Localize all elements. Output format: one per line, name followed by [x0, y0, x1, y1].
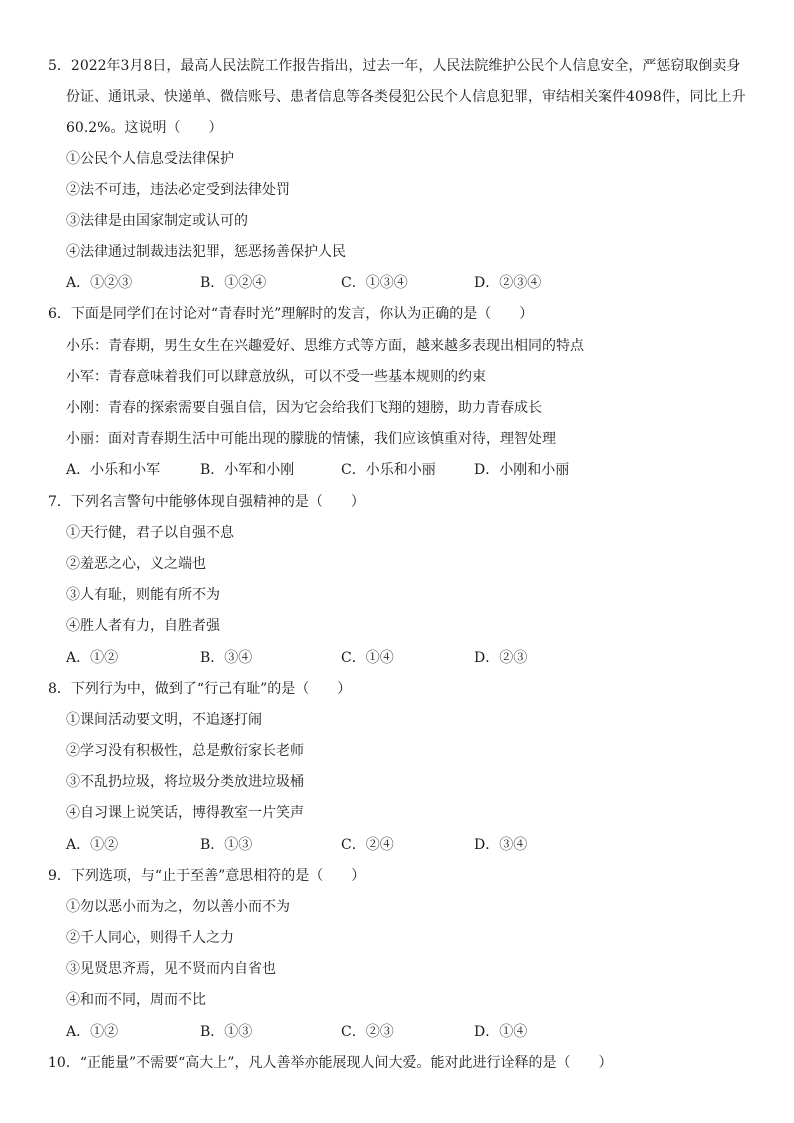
question-stem: 8．下列行为中，做到了“行己有耻”的是（ ）	[48, 681, 352, 697]
question-item: ①课间活动要文明，不追逐打闹	[66, 712, 262, 728]
option-c: C．②④	[341, 837, 394, 853]
option-b: B．小军和小刚	[200, 462, 295, 478]
question-item: ④和而不同，周而不比	[66, 992, 206, 1008]
question-item: 小丽：面对青春期生活中可能出现的朦胧的情愫，我们应该慎重对待，理智处理	[66, 431, 556, 447]
question-item: 小军：青春意味着我们可以肆意放纵，可以不受一些基本规则的约束	[66, 369, 486, 385]
option-b: B．①②④	[200, 275, 267, 291]
option-d: D．③④	[474, 837, 528, 853]
question-stem: 6．下面是同学们在讨论对“青春时光”理解时的发言，你认为正确的是（ ）	[48, 306, 534, 322]
option-d: D．小刚和小丽	[474, 462, 570, 478]
question-item: ②学习没有积极性，总是敷衍家长老师	[66, 743, 304, 759]
question-item: 小刚：青春的探索需要自强自信，因为它会给我们飞翔的翅膀，助力青春成长	[66, 400, 542, 416]
question-item: ②羞恶之心，义之端也	[66, 556, 206, 572]
question-item: ①天行健，君子以自强不息	[66, 525, 234, 541]
question-item: ②千人同心，则得千人之力	[66, 930, 234, 946]
option-d: D．①④	[474, 1024, 528, 1040]
question-item: ①公民个人信息受法律保护	[66, 151, 234, 167]
question-item: ③人有耻，则能有所不为	[66, 587, 220, 603]
option-b: B．①③	[200, 1024, 253, 1040]
question-item: ③不乱扔垃圾，将垃圾分类放进垃圾桶	[66, 774, 304, 790]
question-stem: 7．下列名言警句中能够体现自强精神的是（ ）	[48, 494, 365, 510]
question-stem: 份证、通讯录、快递单、微信账号、患者信息等各类侵犯公民个人信息犯罪，审结相关案件4098件，同比上升	[66, 89, 746, 105]
option-b: B．③④	[200, 650, 253, 666]
option-a: A．①②	[66, 837, 119, 853]
question-stem: 60.2%。这说明（ ）	[66, 120, 223, 136]
option-d: D．②③	[474, 650, 528, 666]
option-d: D．②③④	[474, 275, 542, 291]
option-c: C．①③④	[341, 275, 408, 291]
question-item: ③法律是由国家制定或认可的	[66, 213, 248, 229]
option-a: A．小乐和小军	[66, 462, 161, 478]
option-c: C．②③	[341, 1024, 394, 1040]
option-b: B．①③	[200, 837, 253, 853]
question-stem: 9．下列选项，与“止于至善”意思相符的是（ ）	[48, 868, 366, 884]
question-stem: 5．2022年3月8日，最高人民法院工作报告指出，过去一年，人民法院维护公民个人信息安全，严惩窃取倒卖身	[48, 58, 741, 74]
option-a: A．①②	[66, 1024, 119, 1040]
option-c: C．小乐和小丽	[341, 462, 436, 478]
option-a: A．①②③	[66, 275, 133, 291]
question-item: ④法律通过制裁违法犯罪，惩恶扬善保护人民	[66, 244, 346, 260]
option-a: A．①②	[66, 650, 119, 666]
option-c: C．①④	[341, 650, 394, 666]
question-item: ③见贤思齐焉，见不贤而内自省也	[66, 961, 276, 977]
question-stem: 10．“正能量”不需要“高大上”，凡人善举亦能展现人间大爱。能对此进行诠释的是（ ）	[48, 1055, 613, 1071]
question-item: ④胜人者有力，自胜者强	[66, 618, 220, 634]
question-item: ②法不可违，违法必定受到法律处罚	[66, 182, 290, 198]
question-item: 小乐：青春期，男生女生在兴趣爱好、思维方式等方面，越来越多表现出相同的特点	[66, 338, 584, 354]
question-item: ④自习课上说笑话，博得教室一片笑声	[66, 805, 304, 821]
question-item: ①勿以恶小而为之，勿以善小而不为	[66, 899, 290, 915]
